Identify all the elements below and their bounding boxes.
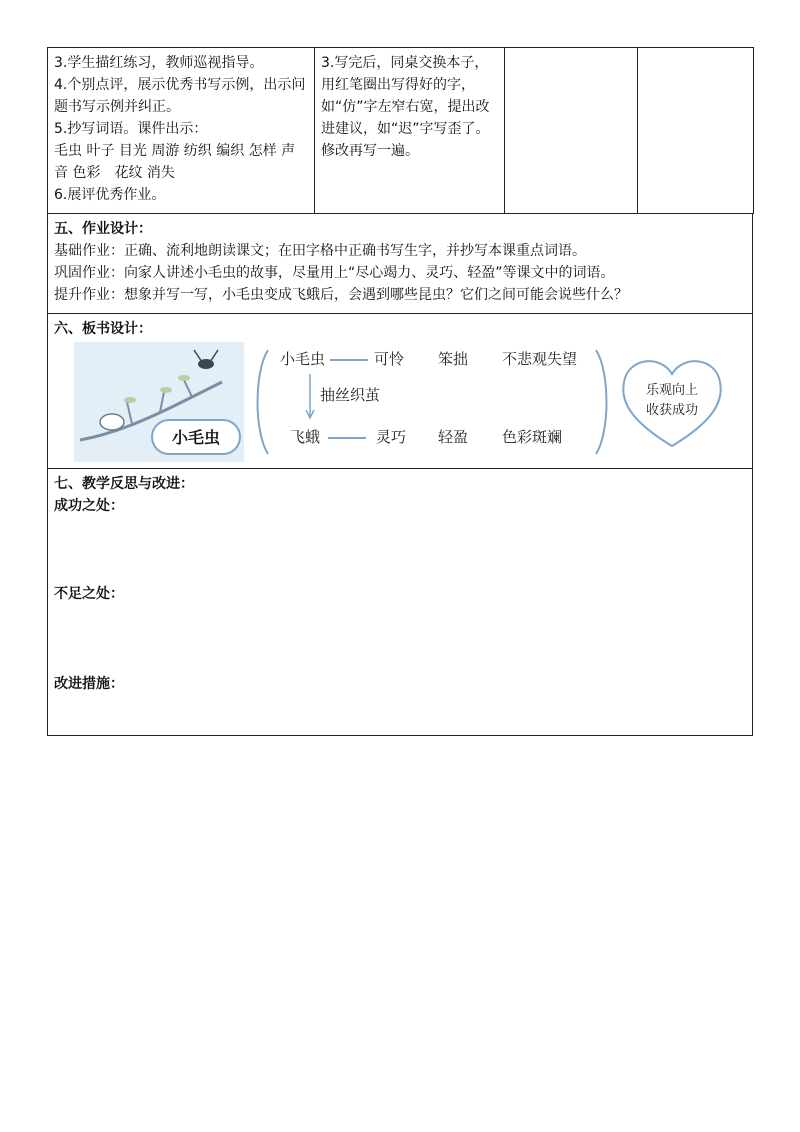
shortfall-blank (54, 605, 746, 673)
success-blank (54, 517, 746, 583)
teacher-step-4: 4.个别点评，展示优秀书写示例，出示问题书写示例并纠正。 (54, 77, 306, 115)
improve-label: 改进措施： (54, 676, 124, 692)
board-section (47, 314, 753, 469)
reflection-title: 七、教学反思与改进： (54, 476, 194, 492)
board-design (54, 342, 746, 462)
shortfall-label: 不足之处： (54, 586, 124, 602)
cocoon-icon (100, 414, 124, 430)
board-middle-phrase: 抽丝织茧 (320, 386, 381, 404)
board-row1-subject: 小毛虫 (280, 350, 326, 368)
heart-line-1: 乐观向上 (645, 383, 699, 398)
activity-table (47, 47, 754, 214)
board-row3-word2: 轻盈 (438, 428, 469, 446)
homework-section (47, 214, 753, 314)
table-row (48, 48, 754, 214)
board-row1-word1: 可怜 (374, 350, 405, 368)
teacher-activity-cell (48, 48, 315, 214)
board-illustration (72, 342, 742, 462)
board-title: 六、板书设计： (54, 321, 152, 337)
word-list: 毛虫 叶子 目光 周游 纺织 编织 怎样 声音 色彩 花纹 消失 (54, 143, 296, 181)
teacher-step-3: 3.学生描红练习，教师巡视指导。 (54, 55, 264, 71)
empty-cell-4 (638, 48, 754, 214)
heart-line-2: 收获成功 (645, 403, 699, 418)
board-row1-word3: 不悲观失望 (502, 350, 578, 368)
homework-title: 五、作业设计： (54, 221, 152, 237)
board-row3-word1: 灵巧 (376, 428, 407, 446)
board-row3-subject: 飞蛾 (290, 428, 321, 446)
homework-extend: 提升作业：想象并写一写，小毛虫变成飞蛾后，会遇到哪些昆虫？它们之间可能会说些什么？ (54, 287, 628, 303)
student-step-3: 3.写完后，同桌交换本子，用红笔圈出写得好的字，如“仿”字左窄右宽，提出改进建议，如“迟”字写歪了。修改再写一遍。 (321, 55, 490, 159)
lesson-plan-page (47, 47, 753, 736)
empty-cell-3 (505, 48, 638, 214)
board-row3-word3: 色彩斑斓 (502, 428, 563, 446)
caterpillar-label: 小毛虫 (171, 428, 221, 447)
student-activity-cell (315, 48, 505, 214)
board-row1-word2: 笨拙 (438, 350, 469, 368)
homework-basic: 基础作业：正确、流利地朗读课文；在田字格中正确书写生字，并抄写本课重点词语。 (54, 243, 586, 259)
reflection-section (47, 469, 753, 736)
homework-consolidate: 巩固作业：向家人讲述小毛虫的故事，尽量用上“尽心竭力、灵巧、轻盈”等课文中的词语。 (54, 265, 615, 281)
teacher-step-5: 5.抄写词语。课件出示： (54, 121, 208, 137)
teacher-step-6: 6.展评优秀作业。 (54, 187, 166, 203)
success-label: 成功之处： (54, 498, 124, 514)
